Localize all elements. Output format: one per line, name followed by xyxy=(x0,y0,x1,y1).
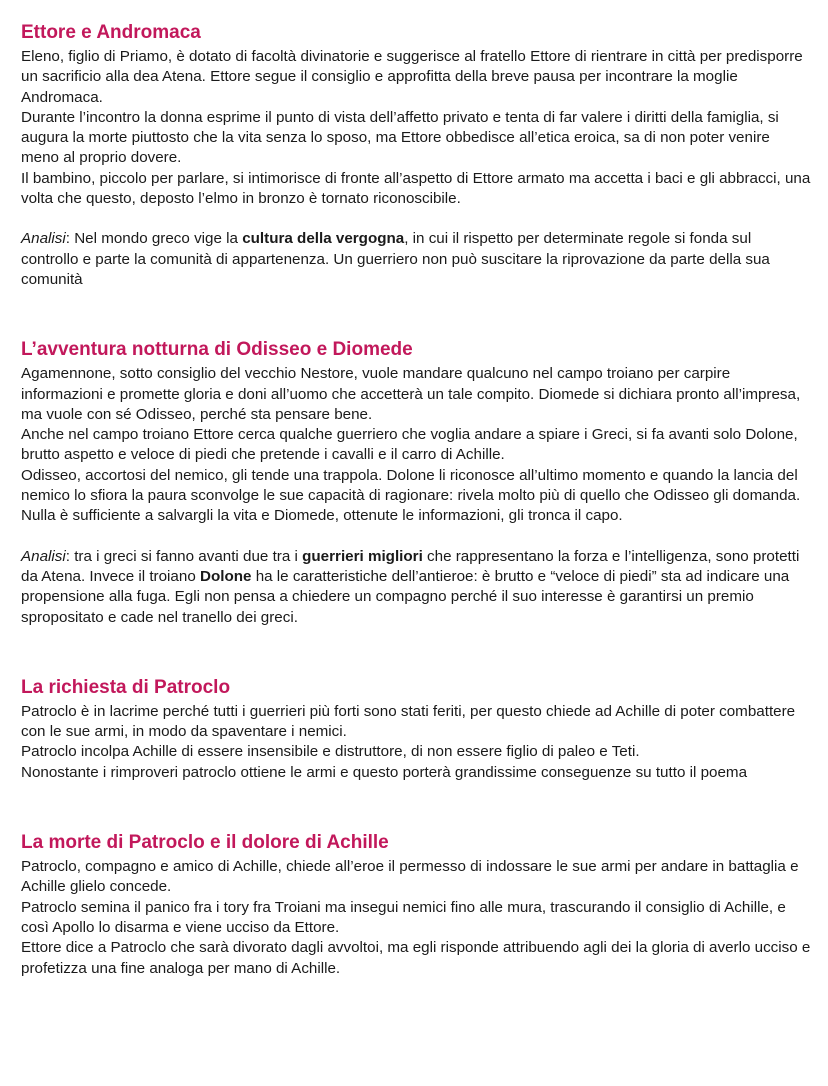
analysis-text: ha le caratteristiche dell’antieroe: è brutto e “veloce di piedi” sta ad indicare una propensione alla fuga. Egli non pensa a chiedere un compagno perché il suo interesse è garantirsi un premio spropositato e cade nel tranello dei greci. xyxy=(21,567,790,626)
paragraph: Odisseo, accortosi del nemico, gli tende una trappola. Dolone li riconosce all’ultimo momento e quando la lancia del nemico lo sfiora la paura sconvolge le sue capacità di ragionare: rivela molto più di quello che Odisseo gli domanda. Nulla è sufficiente a salvargli la vita e Diomede, ottenute le informazioni, gli tronca il capo. xyxy=(21,466,801,525)
analysis-keyword: Dolone xyxy=(200,567,252,585)
analysis-keyword: guerrieri migliori xyxy=(302,547,423,565)
paragraph: Patroclo, compagno e amico di Achille, chiede all’eroe il permesso di indossare le sue armi per andare in battaglia e Achille glielo concede. xyxy=(21,858,799,896)
analysis-paragraph xyxy=(21,229,811,290)
analysis-label: Analisi xyxy=(21,547,66,565)
document-page xyxy=(21,20,811,979)
paragraph: Patroclo semina il panico fra i tory fra Troiani ma insegui nemici fino alle mura, trascurando il consiglio di Achille, e così Apollo lo disarma e viene ucciso da Ettore. xyxy=(21,898,786,936)
analysis-text: che rappresentano la forza e l’intelligenza, sono protetti da Atena. Invece il troiano xyxy=(21,547,800,585)
section-title: Ettore e Andromaca xyxy=(21,22,201,43)
analysis-keyword: cultura della vergogna xyxy=(242,230,405,248)
analysis-label: Analisi xyxy=(21,230,66,248)
section-odisseo-diomede xyxy=(21,337,811,628)
section-richiesta-patroclo xyxy=(21,675,811,783)
section-title: La richiesta di Patroclo xyxy=(21,676,231,698)
section-ettore-andromaca xyxy=(21,20,811,290)
paragraph: Il bambino, piccolo per parlare, si intimorisce di fronte all’aspetto di Ettore armato ma accetta i baci e gli abbracci, una volta che questo, deposto l’elmo in bronzo è tornato riconoscibile. xyxy=(21,169,811,208)
analysis-text: , in cui il rispetto per determinate regole si fonda sul controllo e parte la comunità di appartenenza. Un guerriero non può suscitare la riprovazione da parte della sua comunità xyxy=(21,230,770,288)
analysis-paragraph xyxy=(21,547,811,628)
paragraph: Eleno, figlio di Priamo, è dotato di facoltà divinatorie e suggerisce al fratello Ettore di rientrare in città per predisporre un sacrificio alla dea Atena. Ettore segue il consiglio e approfitta della breve pausa per incontrare la moglie Andromaca. xyxy=(21,48,803,106)
paragraph: Patroclo incolpa Achille di essere insensibile e distruttore, di non essere figlio di paleo e Teti. xyxy=(21,743,640,761)
analysis-text: : tra i greci si fanno avanti due tra i xyxy=(65,547,303,565)
paragraph: Patroclo è in lacrime perché tutti i guerrieri più forti sono stati feriti, per questo chiede ad Achille di poter combattere con le sue armi, in modo da spaventare i nemici. xyxy=(21,702,796,741)
section-title: La morte di Patroclo e il dolore di Achille xyxy=(21,832,389,854)
section-title: L’avventura notturna di Odisseo e Diomede xyxy=(21,339,413,361)
paragraph: Nonostante i rimproveri patroclo ottiene le armi e questo porterà grandissime conseguenze su tutto il poema xyxy=(21,763,748,781)
paragraph: Anche nel campo troiano Ettore cerca qualche guerriero che voglia andare a spiare i Greci, si fa avanti solo Dolone, brutto aspetto e veloce di piedi che pretende i cavalli e il carro di Achille. xyxy=(21,426,798,464)
paragraph: Durante l’incontro la donna esprime il punto di vista dell’affetto privato e tenta di far valere i diritti della famiglia, si augura la morte piuttosto che la vita senza lo sposo, ma Ettore obbedisce all’etica eroica, sa di non poter venire meno al proprio dovere. xyxy=(21,108,779,167)
paragraph: Ettore dice a Patroclo che sarà divorato dagli avvoltoi, ma egli risponde attribuendo agli dei la gloria di averlo ucciso e profetizza una fine analoga per mano di Achille. xyxy=(21,939,811,977)
section-morte-patroclo xyxy=(21,830,811,979)
paragraph: Agamennone, sotto consiglio del vecchio Nestore, vuole mandare qualcuno nel campo troiano per carpire informazioni e promette gloria e doni all’uomo che accetterà un tale compito. Diomede si dichiara pronto all’impresa, ma vuole con sé Odisseo, perché sta pensare bene. xyxy=(21,365,801,423)
analysis-text: : Nel mondo greco vige la xyxy=(65,230,243,248)
